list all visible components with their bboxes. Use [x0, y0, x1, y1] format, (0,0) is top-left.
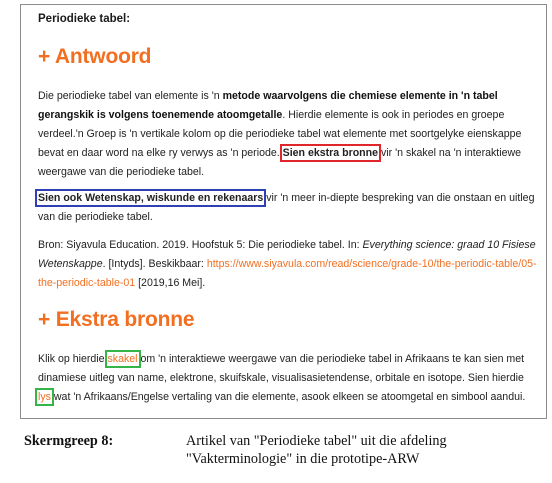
extra-heading[interactable]: + Ekstra bronne: [38, 308, 195, 331]
answer-definition: metode waarvolgens die chemiese elemente in 'n tabel gerangskik is volgens toenemende atoomgetalle: [38, 90, 498, 121]
page-title: Periodieke tabel:: [38, 13, 131, 25]
extra-resources-link[interactable]: Sien ekstra bronne: [282, 147, 379, 159]
element-list-link[interactable]: lys: [38, 391, 51, 403]
answer-text-3: vir 'n skakel na 'n interaktiewe weergawe van die periodieke tabel.: [38, 147, 522, 178]
extra-paragraph: [38, 350, 538, 407]
see-also-link[interactable]: Sien ook Wetenskap, wiskunde en rekenaars: [38, 192, 264, 204]
answer-heading[interactable]: + Antwoord: [38, 45, 152, 68]
source-text-3: [2019,16 Mei].: [135, 277, 206, 289]
answer-text-2: . Hierdie elemente is ook in periodes en groepe verdeel.'n Groep is 'n vertikale kolom op die periodieke tabel wat elemente met soortgelyke eienskappe bevat en daar word na elke ry verwys as 'n periode.: [38, 109, 522, 159]
source-paragraph: [38, 236, 538, 293]
answer-text-1: Die periodieke tabel van elemente is 'n: [38, 90, 223, 102]
extra-text-3: wat 'n Afrikaans/Engelse vertaling van die elemente, asook elkeen se atoomgetal en simbool aandui.: [50, 391, 526, 403]
source-text-1: Bron: Siyavula Education. 2019. Hoofstuk 5: Die periodieke tabel. In:: [38, 239, 363, 251]
extra-text-1: Klik op hierdie: [38, 353, 108, 365]
interactive-table-link[interactable]: skakel: [107, 353, 138, 365]
screenshot-frame: [20, 4, 547, 419]
caption-text: Artikel van "Periodieke tabel" uit die afdeling "Vakterminologie" in die prototipe-ARW: [186, 433, 447, 467]
source-url-link[interactable]: https://www.siyavula.com/read/science/grade-10/the-periodic-table/05-the-periodic-table-01: [38, 258, 537, 289]
see-also-text: vir 'n meer in-diepte bespreking van die onstaan en uitleg van die periodieke tabel.: [38, 192, 535, 223]
answer-paragraph: [38, 87, 538, 182]
source-text-2: . [Intyds]. Beskikbaar:: [102, 258, 207, 270]
see-also-paragraph: [38, 189, 538, 227]
extra-text-2: om 'n interaktiewe weergawe van die periodieke tabel in Afrikaans te kan sien met dinamiese uitleg van name, elektrone, skuifskale, visualisasietendense, orbitale en isotope. Sien hierdie: [38, 353, 525, 384]
caption-label: Skermgreep 8:: [24, 433, 114, 449]
source-title: Everything science: graad 10 Fisiese Wetenskappe: [38, 239, 536, 270]
